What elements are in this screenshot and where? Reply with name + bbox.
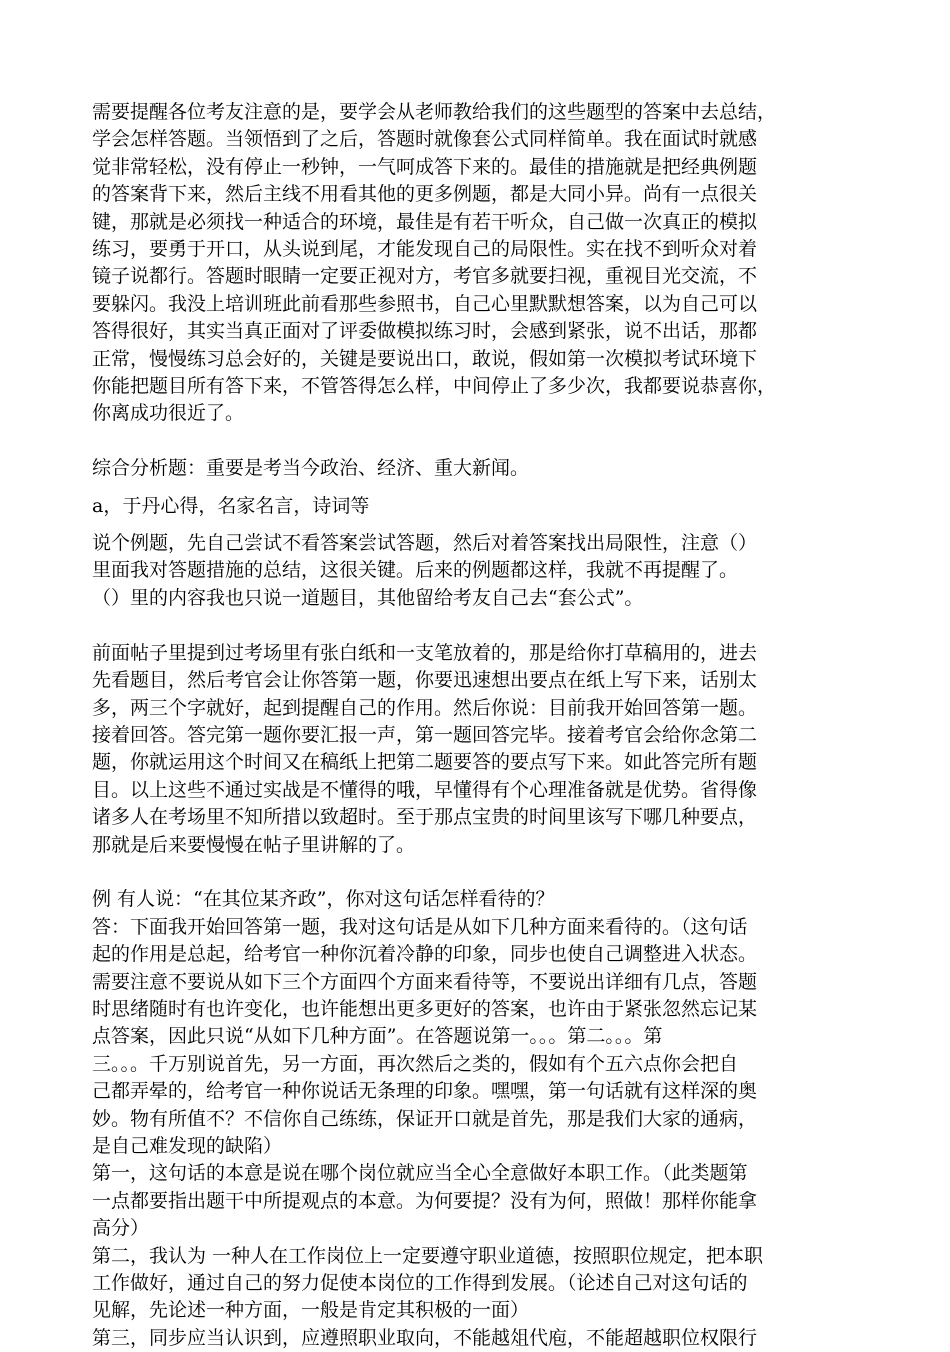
text-line: 三。。。千万别说首先，另一方面，再次然后之类的，假如有个五六点你会把自 — [92, 1052, 739, 1075]
text-line: 起的作用是总起，给考官一种你沉着冷静的印象，同步也使自己调整进入状态。 — [92, 943, 758, 966]
text-line: 答得很好，其实当真正面对了评委做模拟练习时，会感到紧张，说不出话，那都 — [92, 320, 758, 343]
paragraph-intro — [92, 99, 872, 428]
text-line: 说个例题，先自己尝试不看答案尝试答题，然后对着答案找出局限性，注意（） — [92, 532, 758, 555]
text-line: a，于丹心得，名家名言，诗词等 — [92, 494, 370, 517]
text-line: 键，那就是必须找一种适合的环境，最佳是有若干听众，自己做一次真正的模拟 — [92, 210, 758, 233]
text-line: 练习，要勇于开口，从头说到尾，才能发现自己的局限性。实在找不到听众对着 — [92, 238, 758, 261]
text-line: 需要提醒各位考友注意的是，要学会从老师教给我们的这些题型的答案中去总结， — [92, 101, 777, 123]
text-line: （）里的内容我也只说一道题目，其他留给考友自己去“套公式”。 — [92, 586, 644, 609]
spacer — [92, 428, 872, 455]
document-body — [92, 99, 872, 1352]
paragraph-example-answer — [92, 886, 872, 1352]
text-line: 镜子说都行。答题时眼睛一定要正视对方，考官多就要扫视，重视目光交流，不 — [92, 265, 758, 288]
text-line: 答：下面我开始回答第一题，我对这句话是从如下几种方面来看待的。（这句话 — [92, 915, 748, 938]
text-line: 你能把题目所有答下来，不管答得怎么样，中间停止了多少次，我都要说恭喜你， — [92, 375, 777, 398]
text-line: 一点都要指出题干中所提观点的本意。为何要提？没有为何，照做！那样你能拿 — [92, 1189, 758, 1212]
text-line: 诸多人在考场里不知所措以致超时。至于那点宝贵的时间里该写下哪几种要点， — [92, 806, 758, 829]
text-line: 妙。物有所值不？不信你自己练练，保证开口就是首先，那是我们大家的通病， — [92, 1107, 758, 1130]
paragraph-topics — [92, 493, 872, 520]
text-line: 综合分析题：重要是考当今政治、经济、重大新闻。 — [92, 457, 530, 480]
text-line: 时思绪随时有也许变化，也许能想出更多更好的答案，也许由于紧张忽然忘记某 — [92, 997, 758, 1020]
text-line: 己都弄晕的，给考官一种你说话无条理的印象。嘿嘿，第一句话就有这样深的奥 — [92, 1080, 758, 1103]
text-line: 例 有人说：“在其位某齐政”，你对这句话怎样看待的？ — [92, 888, 555, 911]
text-line: 多，两三个字就好，起到提醒自己的作用。然后你说：目前我开始回答第一题。 — [92, 696, 758, 719]
spacer — [92, 483, 872, 493]
text-line: 第三，同步应当认识到，应遵照职业取向，不能越俎代庖，不能超越职位权限行 — [92, 1326, 758, 1349]
text-line: 题，你就运用这个时间又在稿纸上把第二题要答的要点写下来。如此答完所有题 — [92, 751, 758, 774]
text-line: 是自己难发现的缺陷） — [92, 1134, 283, 1157]
spacer — [92, 520, 872, 530]
text-line: 那就是后来要慢慢在帖子里讲解的了。 — [92, 833, 416, 856]
spacer — [92, 859, 872, 886]
paragraph-example-note — [92, 530, 872, 612]
text-line: 要躲闪。我没上培训班此前看那些参照书，自己心里默默想答案，以为自己可以 — [92, 292, 758, 315]
text-line: 里面我对答题措施的总结，这很关键。后来的例题都这样，我就不再提醒了。 — [92, 559, 739, 582]
text-line: 接着回答。答完第一题你要汇报一声，第一题回答完毕。接着考官会给你念第二 — [92, 723, 758, 746]
paragraph-exam-room — [92, 640, 872, 859]
text-line: 需要注意不要说从如下三个方面四个方面来看待等，不要说出详细有几点，答题 — [92, 970, 758, 993]
text-line: 高分） — [92, 1217, 150, 1240]
text-line: 先看题目，然后考官会让你答第一题，你要迅速想出要点在纸上写下来，话别太 — [92, 669, 758, 692]
text-line: 学会怎样答题。当领悟到了之后，答题时就像套公式同样简单。我在面试时就感 — [92, 128, 758, 151]
text-line: 觉非常轻松，没有停止一秒钟，一气呵成答下来的。最佳的措施就是把经典例题 — [92, 155, 758, 178]
text-line: 点答案，因此只说“从如下几种方面”。在答题说第一。。。第二。。。第 — [92, 1025, 663, 1048]
text-line: 见解，先论述一种方面，一般是肯定其积极的一面） — [92, 1299, 530, 1322]
text-line: 目。以上这些不通过实战是不懂得的哦，早懂得有个心理准备就是优势。省得像 — [92, 778, 758, 801]
text-line: 工作做好，通过自己的努力促使本岗位的工作得到发展。（论述自己对这句话的 — [92, 1272, 748, 1295]
text-line: 第二，我认为 一种人在工作岗位上一定要遵守职业道德，按照职位规定，把本职 — [92, 1244, 764, 1267]
text-line: 的答案背下来，然后主线不用看其他的更多例题，都是大同小异。尚有一点很关 — [92, 183, 758, 206]
text-line: 正常，慢慢练习总会好的，关键是要说出口，敢说，假如第一次模拟考试环境下 — [92, 347, 758, 370]
paragraph-analysis-heading — [92, 455, 872, 482]
text-line: 前面帖子里提到过考场里有张白纸和一支笔放着的，那是给你打草稿用的，进去 — [92, 641, 758, 664]
text-line: 你离成功很近了。 — [92, 402, 245, 425]
spacer — [92, 612, 872, 639]
text-line: 第一，这句话的本意是说在哪个岗位就应当全心全意做好本职工作。（此类题第 — [92, 1162, 748, 1185]
